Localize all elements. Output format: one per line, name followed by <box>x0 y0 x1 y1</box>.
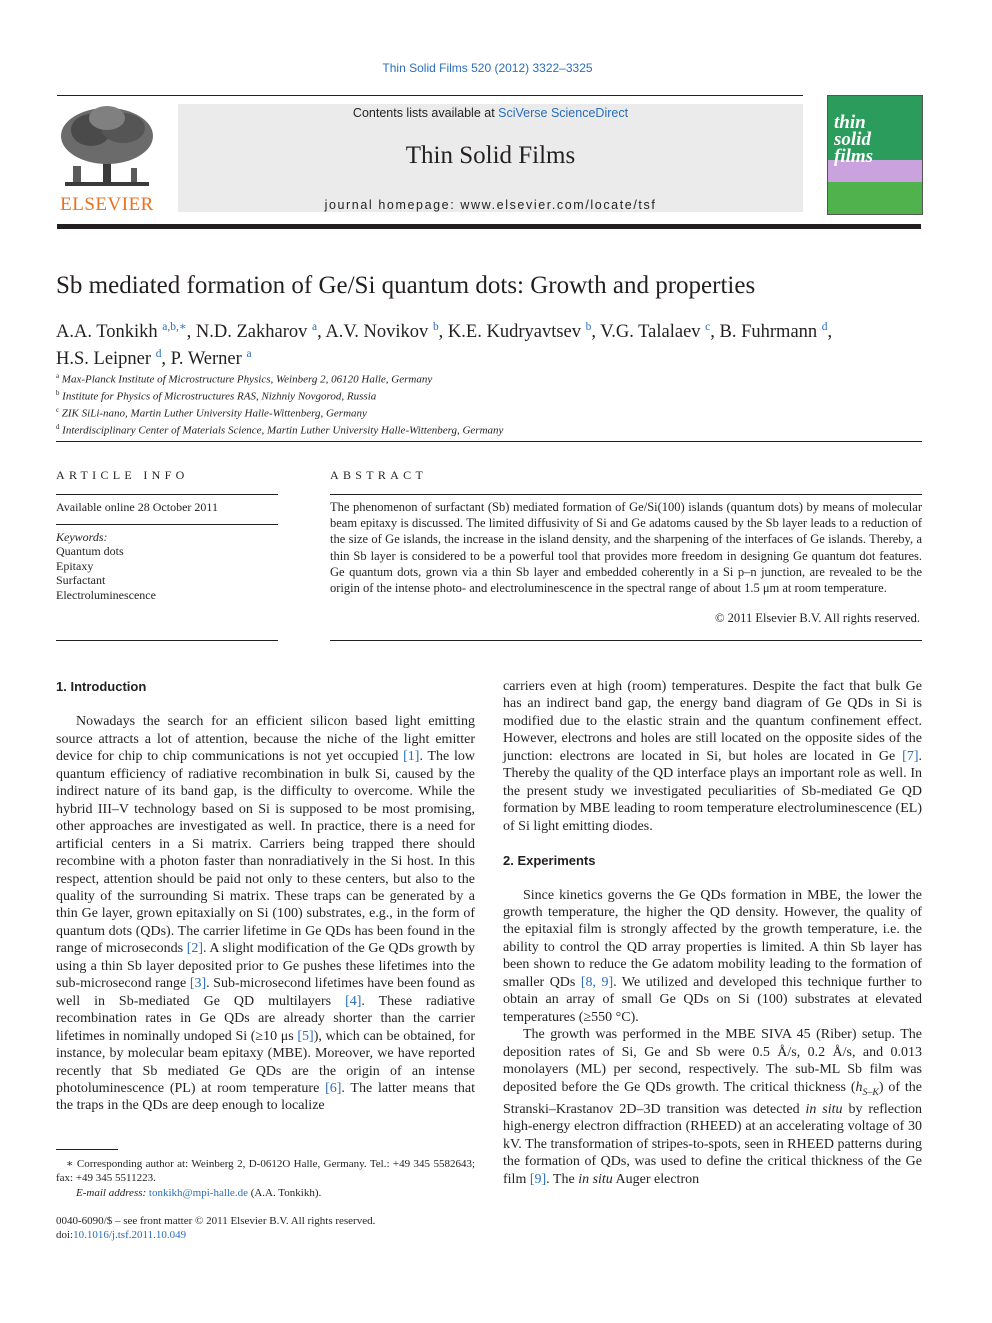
article-info-heading: ARTICLE INFO <box>56 468 189 482</box>
email-label: E-mail address: <box>76 1186 147 1199</box>
author-name[interactable]: H.S. Leipner <box>56 349 152 370</box>
affiliation-text: ZIK SiLi-nano, Martin Luther University Halle-Wittenberg, Germany <box>59 407 367 420</box>
citation-link[interactable]: [6] <box>325 1080 342 1096</box>
doi-prefix: doi: <box>56 1229 74 1242</box>
author-separator: , <box>317 322 326 343</box>
citation-link[interactable]: [5] <box>297 1028 314 1044</box>
paragraph-text: . These radiative recombination rates in Ge QDs are already shorter than the carrier lifetimes in nominally undoped Si (≥10 μs <box>56 993 475 1044</box>
cover-title: thin solid films <box>834 112 874 167</box>
doi-line <box>56 1228 475 1242</box>
journal-cover-thumbnail[interactable] <box>827 95 923 215</box>
email-link[interactable]: tonkikh@mpi-halle.de <box>148 1186 248 1199</box>
paragraph-text: . The latter means that the traps in the QDs are deep enough to localize <box>56 1080 475 1114</box>
section-2-heading: 2. Experiments <box>503 853 596 869</box>
affiliation-mark: b <box>56 389 60 397</box>
affiliation-item <box>56 404 503 421</box>
section-1-heading: 1. Introduction <box>56 679 147 694</box>
journal-citation-link[interactable]: Thin Solid Films 520 (2012) 3322–3325 <box>382 61 593 75</box>
info-rule-top <box>56 494 278 495</box>
paragraph-text: Nowadays the search for an efficient silicon based light emitting source attracts a lot of attention, because the niche of the light emitter device for chip to chip communications is not yet occupied <box>56 714 475 765</box>
author-name[interactable]: A.V. Novikov <box>325 322 429 343</box>
author-separator: , <box>827 322 833 343</box>
italic-text: in situ <box>805 1101 843 1117</box>
affiliation-text: Institute for Physics of Microstructures RAS, Nizhniy Novgorod, Russia <box>59 390 377 403</box>
paragraph-text: ), which can be obtained, for instance, by molecular beam epitaxy (MBE). Moreover, we have reported recently that Sb mediated Ge QDs are the origin of an intense photoluminescence (PL) at room temperature <box>56 1028 475 1096</box>
affiliation-mark: c <box>56 406 60 414</box>
paragraph-text: ) of the Stranski–Krastanov 2D–3D transition was detected <box>503 1079 922 1117</box>
italic-text: h <box>855 1079 863 1095</box>
author-name[interactable]: N.D. Zakharov <box>195 322 308 343</box>
citation-link[interactable]: [3] <box>189 976 207 992</box>
italic-text: in situ <box>578 1171 613 1187</box>
header-thick-rule <box>57 224 921 229</box>
author-separator: , <box>161 349 171 370</box>
author-name[interactable]: A.A. Tonkikh <box>56 322 158 343</box>
author-name[interactable]: B. Fuhrmann <box>719 322 818 343</box>
keyword-item: Epitaxy <box>56 558 94 573</box>
header-rule <box>57 95 803 96</box>
author-name[interactable]: P. Werner <box>170 349 242 370</box>
author-affiliation-mark[interactable]: b <box>432 321 439 333</box>
abstract-text: The phenomenon of surfactant (Sb) mediated formation of Ge/Si(100) islands (quantum dots) by means of molecular beam epitaxy is discussed. The limited diffusivity of Si and Ge adatoms caused by the Sb layer leads to a reduction of the size of Ge islands, the increase in the island density, and the sharpening of the interfaces of Ge islands. Thereby, a thin Sb layer is considered to be a powerful tool that provides more freedom in designing Ge quantum dot features. Ge quantum dots, grown via a thin Sb layer and embedded coherently in a Si p–n junction, are revealed to be the origin of the intense photo- and electroluminescence in the spectral range of about 1.5 μm at room temperature. <box>330 500 922 596</box>
author-separator: , <box>591 322 601 343</box>
author-name[interactable]: K.E. Kudryavtsev <box>447 322 581 343</box>
doi-link[interactable]: 10.1016/j.tsf.2011.10.049 <box>73 1229 187 1242</box>
paragraph-text: by reflection high-energy electron diffraction (RHEED) at an accelerating voltage of 30 kV. The transformation of stripes-to-spots, seen in RHEED patterns during the formation of QDs, was used to define the critical thickness of the Ge film <box>503 1101 922 1187</box>
affiliation-item <box>56 387 503 404</box>
sciencedirect-link[interactable]: SciVerse ScienceDirect <box>498 106 629 120</box>
author-affiliation-mark[interactable]: a <box>312 321 318 333</box>
contents-line <box>178 106 803 120</box>
paragraph-text: . The <box>546 1171 579 1187</box>
citation-link[interactable]: [2] <box>186 941 204 957</box>
paragraph-text: Auger electron <box>612 1171 700 1187</box>
paragraph-text: The growth was performed in the MBE SIVA 45 (Riber) setup. The deposition rates of Si, Ge and Sb were 0.5 Å/s, 0.2 Å/s, and 0.013 monolayers (ML) per second, respectively. The sub-ML Sb film was deposited before the Ge QDs growth. The critical thickness ( <box>503 1027 922 1095</box>
paragraph-text: Since kinetics governs the Ge QDs formation in MBE, the lower the growth temperature, the higher the QD density. However, the quality of the epitaxial film is strongly affected by the growth temperature, i.e. the ability to control the QD array properties is limited. A thin Sb layer has been shown to reduce the Ge adatom mobility leading to the formation of smaller QDs <box>503 887 922 990</box>
author-name[interactable]: V.G. Talalaev <box>600 322 701 343</box>
author-separator: , <box>710 322 720 343</box>
issn-line: 0040-6090/$ – see front matter © 2011 Elsevier B.V. All rights reserved. <box>56 1215 376 1227</box>
affiliation-mark: a <box>56 373 60 380</box>
author-affiliation-mark[interactable]: d <box>155 348 162 361</box>
abstract-copyright: © 2011 Elsevier B.V. All rights reserved. <box>715 611 920 625</box>
corresponding-author-footnote <box>56 1157 475 1200</box>
keywords-block <box>56 530 156 602</box>
journal-title: Thin Solid Films <box>405 142 576 169</box>
email-suffix: (A.A. Tonkikh). <box>247 1186 322 1199</box>
author-affiliation-mark[interactable]: d <box>821 321 828 333</box>
paragraph-text: carriers even at high (room) temperatures. Despite the fact that bulk Ge has an indirect band gap, the energy band diagram of Ge QDs in Si is modified due to the elastic strain and the quantum confinement effect. However, electrons and holes are still located on the opposite sides of the junction: electrons are located in Si, but holes are located in Ge <box>503 679 922 764</box>
corresponding-note: ∗ Corresponding author at: Weinberg 2, D-0612O Halle, Germany. Tel.: +49 345 5582643; fax: +49 345 5511223. <box>56 1158 475 1185</box>
journal-homepage[interactable]: journal homepage: www.elsevier.com/locate/tsf <box>324 198 657 212</box>
journal-masthead <box>178 104 803 212</box>
author-affiliation-mark[interactable]: a <box>246 348 252 361</box>
abstract-rule-bottom <box>330 640 922 641</box>
intro-paragraph <box>56 713 475 1114</box>
keywords-list <box>56 544 156 602</box>
citation-link[interactable]: [4] <box>345 993 362 1009</box>
paragraph-text: . A slight modification of the Ge QDs growth by using a thin Sb layer deposited prior to Ge pushes these lifetimes into the sub-microsecond range <box>56 941 475 992</box>
footnote-rule <box>56 1149 118 1150</box>
tree-icon <box>55 104 159 192</box>
keywords-title: Keywords: <box>56 530 108 544</box>
affiliation-item <box>56 421 503 438</box>
left-column <box>56 678 475 1115</box>
affiliation-text: Interdisciplinary Center of Materials Science, Martin Luther University Halle-Wittenberg, Germany <box>59 424 504 437</box>
subscript-text: S–K <box>862 1086 879 1098</box>
author-list <box>56 316 926 370</box>
author-affiliation-mark[interactable]: a,b,∗ <box>162 321 187 333</box>
author-separator: , <box>438 322 448 343</box>
experiments-paragraph-1 <box>503 887 922 1027</box>
available-online: Available online 28 October 2011 <box>56 500 218 514</box>
front-matter <box>56 1214 475 1243</box>
author-line-1 <box>56 316 926 343</box>
keyword-item: Electroluminescence <box>56 587 156 602</box>
email-line <box>56 1186 475 1200</box>
citation-link[interactable]: [9] <box>529 1171 547 1187</box>
title-rule <box>56 441 922 442</box>
paragraph-text: . Thereby the quality of the QD interface plays an important role as well. In the present study we investigated peculiarities of Sb-mediated Ge QD formation by MBE leading to room temperature electroluminescence (EL) of Si light emitting diodes. <box>503 748 922 834</box>
citation-link[interactable]: [1] <box>403 749 420 765</box>
affiliation-list <box>56 370 503 438</box>
author-line-2 <box>56 343 926 370</box>
citation-link[interactable]: [7] <box>902 748 919 764</box>
elsevier-logo <box>55 104 159 216</box>
paragraph-text: . Sub-microsecond lifetimes have been found as well in Sb-mediated Ge QD multilayers <box>56 976 475 1009</box>
article-title: Sb mediated formation of Ge/Si quantum dots: Growth and properties <box>56 272 756 299</box>
elsevier-wordmark: ELSEVIER <box>60 194 154 215</box>
contents-prefix: Contents lists available at <box>352 106 499 120</box>
keyword-item: Surfactant <box>56 573 106 588</box>
paragraph-text: . We utilized and developed this technique further to obtain an array of small Ge QDs on Si (100) substrates at elevated temperatures (≥550 °C). <box>503 974 922 1025</box>
intro-paragraph-continued <box>503 678 922 835</box>
author-affiliation-mark[interactable]: b <box>585 321 592 333</box>
info-rule-mid <box>56 524 278 525</box>
citation-link[interactable]: [8, 9] <box>580 974 614 990</box>
right-column <box>503 678 922 1188</box>
keyword-item: Quantum dots <box>56 544 124 559</box>
info-rule-bottom <box>56 640 278 641</box>
author-separator: , <box>186 322 196 343</box>
author-affiliation-mark[interactable]: c <box>705 321 711 333</box>
paragraph-text: . The low quantum efficiency of radiative recombination in bulk Si, caused by the indirect nature of its band gap, is the difficulty to overcome. While the hybrid III–V technology based on Si is supposed to be most promising, other approaches are investigated as well. In practice, there is a need for artificial centers in a Si matrix. Carriers being trapped there should recombine with a photon faster than nonradiatively in the Si host. In this respect, attention should be paid not only to these centers, but also to the quality of the surrounding Si matrix. These traps can be generated by a thin Ge layer, grown epitaxially on Si (100) substrates, e.g., in the form of quantum dots (QDs). The carrier lifetime in Ge QDs has been found in the range of microseconds <box>56 749 475 957</box>
abstract-heading: ABSTRACT <box>330 468 428 482</box>
experiments-paragraph-2 <box>503 1026 922 1188</box>
abstract-rule-top <box>330 494 922 495</box>
affiliation-mark: d <box>56 423 60 431</box>
affiliation-text: Max-Planck Institute of Microstructure Physics, Weinberg 2, 06120 Halle, Germany <box>59 373 433 386</box>
affiliation-item <box>56 370 503 387</box>
